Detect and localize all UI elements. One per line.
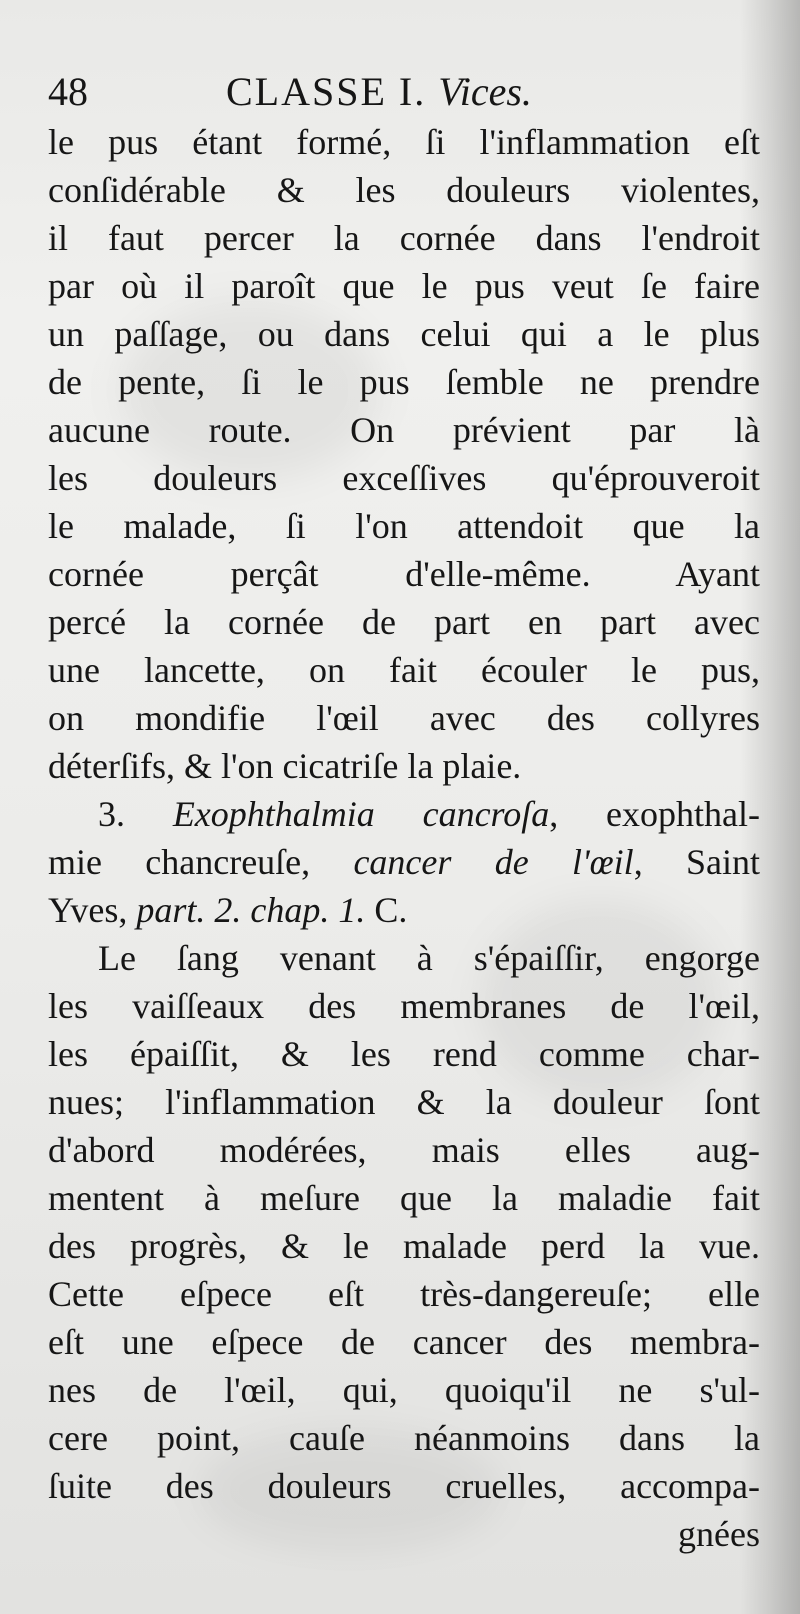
text-line: cere point, cauſe néanmoins dans la — [48, 1418, 760, 1458]
text-line: par où il paroît que le pus veut ſe faire — [48, 266, 760, 306]
entry-number: 3. — [98, 794, 173, 834]
running-head-classe: CLASSE I. — [226, 69, 427, 114]
latin-term: Exophthalmia cancroſa — [172, 794, 550, 834]
text-line: des progrès, & le malade perd la vue. — [48, 1226, 760, 1266]
text-line: les douleurs exceſſives qu'éprouveroit — [48, 458, 760, 498]
text-line: Le ſang venant à s'épaiſſir, engorge — [98, 938, 760, 978]
text-segment: mie chancreuſe, — [48, 842, 354, 882]
text-line: Cette eſpece eſt très-dangereuſe; elle — [48, 1274, 760, 1314]
running-head — [226, 68, 532, 115]
text-segment: , Saint — [633, 842, 760, 882]
text-line-entry — [48, 886, 760, 934]
text-line: de pente, ſi le pus ſemble ne prendre — [48, 362, 760, 402]
text-line: ſuite des douleurs cruelles, accompa- — [48, 1466, 760, 1506]
text-line-entry — [48, 790, 760, 838]
text-segment: C. — [365, 890, 408, 930]
page-number: 48 — [48, 69, 88, 114]
text-line: cornée perçât d'elle-même. Ayant — [48, 554, 760, 594]
text-line: on mondifie l'œil avec des collyres — [48, 698, 760, 738]
text-line: d'abord modérées, mais elles aug- — [48, 1130, 760, 1170]
text-line: percé la cornée de part en part avec — [48, 602, 760, 642]
text-segment: Yves, — [48, 890, 137, 930]
text-line: déterſifs, & l'on cicatriſe la plaie. — [48, 746, 522, 786]
text-line: nues; l'inflammation & la douleur ſont — [48, 1082, 760, 1122]
text-line-entry — [48, 838, 760, 886]
text-line: un paſſage, ou dans celui qui a le plus — [48, 314, 760, 354]
text-line: eſt une eſpece de cancer des membra- — [48, 1322, 760, 1362]
text-line: conſidérable & les douleurs violentes, — [48, 170, 760, 210]
text-line: mentent à meſure que la maladie fait — [48, 1178, 760, 1218]
citation: part. 2. chap. 1. — [136, 890, 366, 930]
text-line: nes de l'œil, qui, quoiqu'il ne s'ul- — [48, 1370, 760, 1410]
text-line: les vaiſſeaux des membranes de l'œil, — [48, 986, 760, 1026]
text-line: aucune route. On prévient par là — [48, 410, 760, 450]
text-line: il faut percer la cornée dans l'endroit — [48, 218, 760, 258]
body-text — [48, 118, 760, 1558]
text-line: le pus étant formé, ſi l'inflammation eſt — [48, 122, 760, 162]
text-line: le malade, ſi l'on attendoit que la — [48, 506, 760, 546]
catchword: gnées — [678, 1514, 760, 1554]
running-head-vices: Vices. — [438, 69, 532, 114]
page-header — [48, 62, 748, 124]
italic-term: cancer de l'œil — [353, 842, 634, 882]
text-line: les épaiſſit, & les rend comme char- — [48, 1034, 760, 1074]
text-segment: , exophthal- — [549, 794, 760, 834]
text-line: une lancette, on fait écouler le pus, — [48, 650, 760, 690]
